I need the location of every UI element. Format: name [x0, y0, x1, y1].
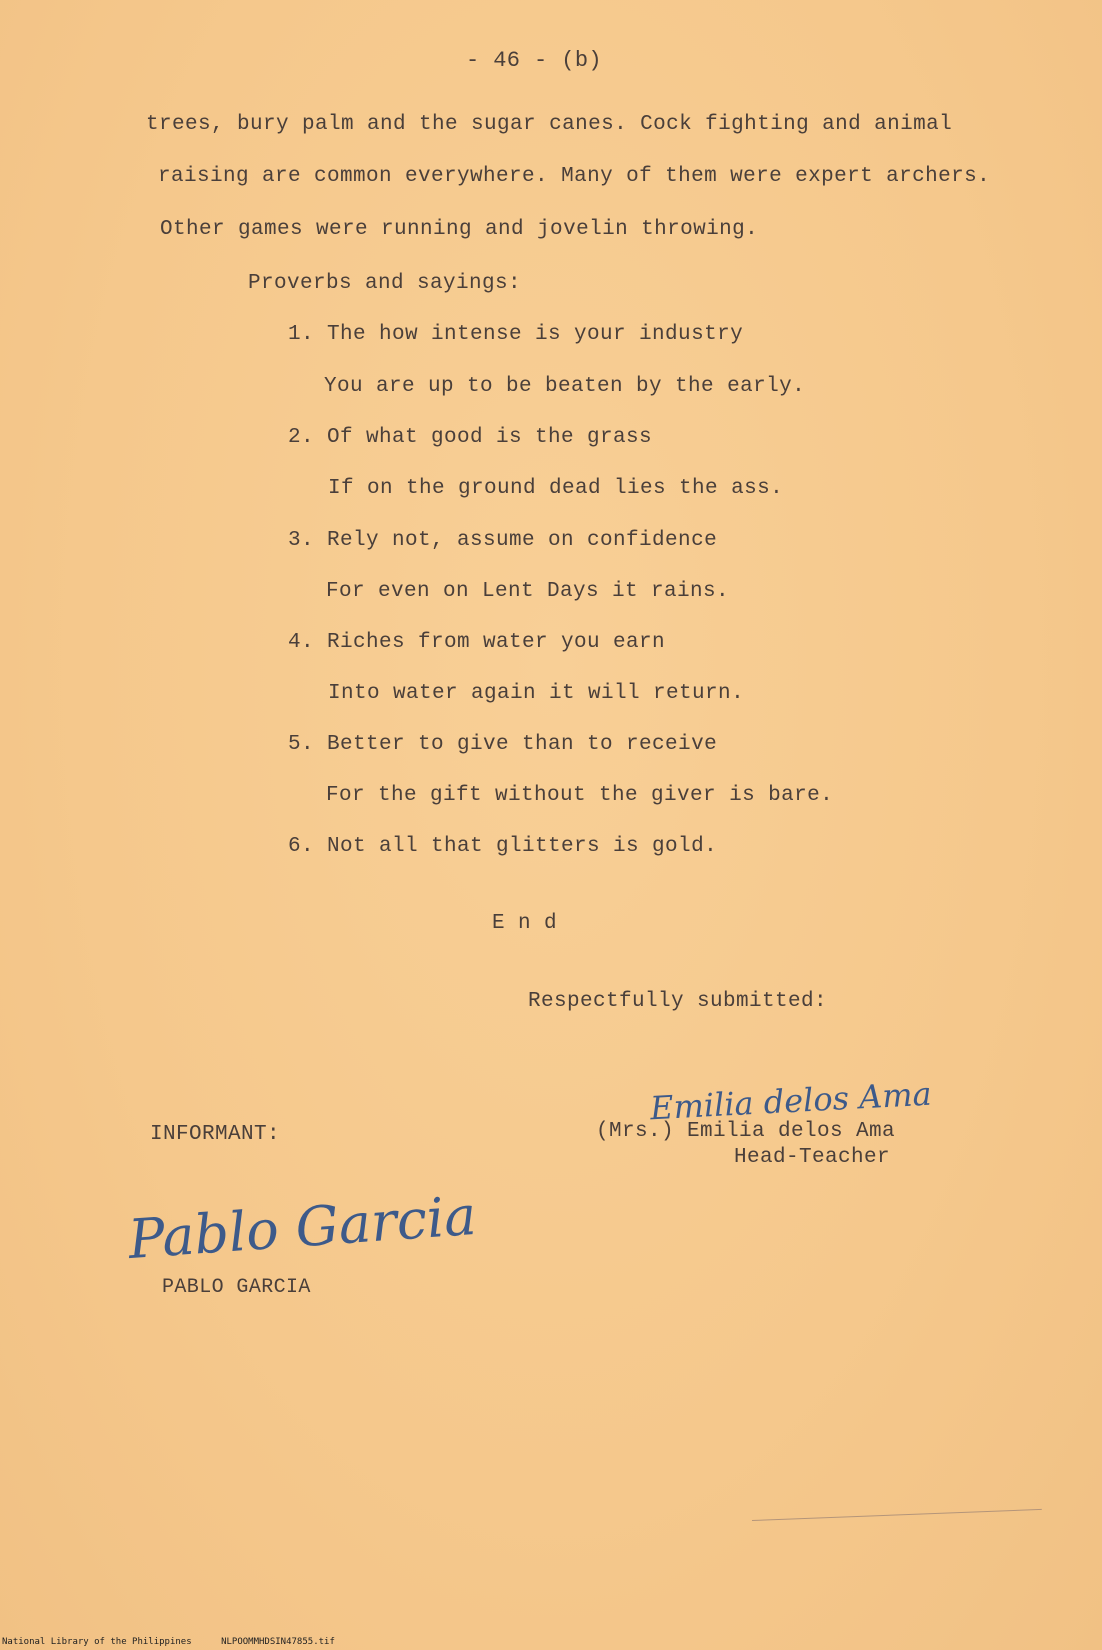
proverb-6-line-1: 6. Not all that glitters is gold. [288, 835, 718, 858]
informant-label: INFORMANT: [150, 1123, 281, 1146]
submitter-title: Head-Teacher [734, 1146, 891, 1169]
proverb-1-line-2: You are up to be beaten by the early. [324, 375, 806, 398]
submitter-signature: Emilia delos Ama [649, 1074, 933, 1128]
footer-file: NLPOOMMHDSIN47855.tif [221, 1637, 335, 1647]
proverb-3-line-2: For even on Lent Days it rains. [326, 580, 730, 603]
proverb-4-line-2: Into water again it will return. [328, 682, 745, 705]
end-text: E n d [492, 912, 558, 935]
paragraph-line-1: trees, bury palm and the sugar canes. Cock fighting and animal [146, 113, 953, 136]
proverb-5-line-2: For the gift without the giver is bare. [326, 784, 834, 807]
proverb-1-line-1: 1. The how intense is your industry [288, 323, 744, 346]
pencil-line [752, 1509, 1042, 1521]
proverb-3-line-1: 3. Rely not, assume on confidence [288, 529, 718, 552]
proverbs-heading: Proverbs and sayings: [248, 272, 522, 295]
closing-text: Respectfully submitted: [528, 990, 828, 1013]
proverb-2-line-1: 2. Of what good is the grass [288, 426, 653, 449]
proverb-2-line-2: If on the ground dead lies the ass. [328, 477, 784, 500]
footer-library: National Library of the Philippines [2, 1637, 192, 1647]
informant-name: PABLO GARCIA [162, 1276, 311, 1299]
paragraph-line-3: Other games were running and jovelin throwing. [160, 218, 759, 241]
submitter-name: (Mrs.) Emilia delos Ama [596, 1120, 896, 1143]
informant-signature: Pablo Garcia [126, 1183, 479, 1272]
paragraph-line-2: raising are common everywhere. Many of them were expert archers. [158, 165, 991, 188]
page-number: - 46 - (b) [466, 48, 603, 73]
proverb-5-line-1: 5. Better to give than to receive [288, 733, 718, 756]
proverb-4-line-1: 4. Riches from water you earn [288, 631, 666, 654]
scan-footer [2, 1637, 359, 1647]
